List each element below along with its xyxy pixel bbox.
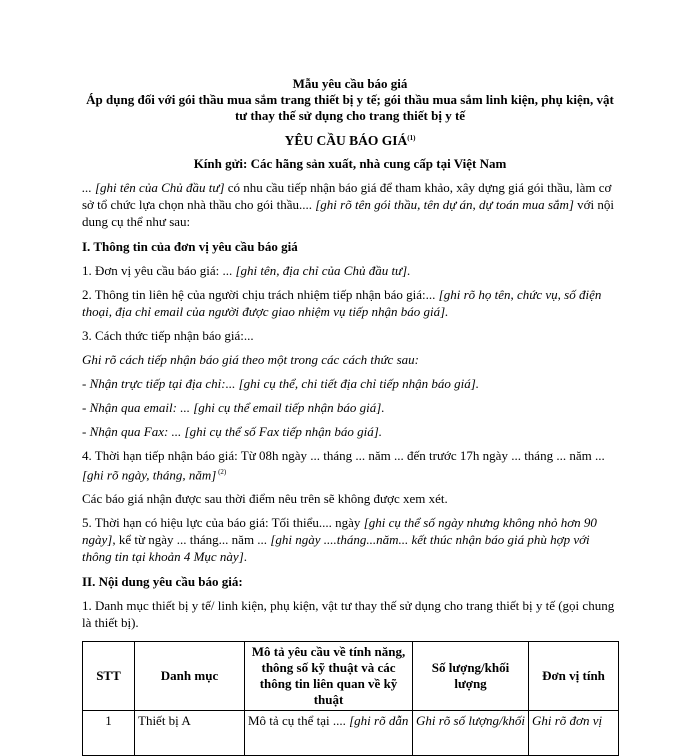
item-1-3-option: - Nhận trực tiếp tại địa chỉ:... [ghi cụ thể, chi tiết địa chỉ tiếp nhận báo giá]. (82, 376, 480, 391)
equipment-table (82, 641, 619, 756)
table-header-row (83, 642, 619, 711)
item-1-5 (82, 514, 618, 565)
item-text: [ghi rõ ngày, tháng, năm] (82, 467, 217, 483)
item-text: 5. Thời hạn có hiệu lực của báo giá: Tối thiểu.... ngày (82, 515, 364, 531)
addressee: Kính gửi: Các hãng sản xuất, nhà cung cấp tại Việt Nam (193, 156, 507, 171)
intro-part: [ghi rõ tên gói thầu, tên dự án, dự toán mua sắm] (315, 197, 574, 212)
item-1-3-option: - Nhận qua email: ... [ghi cụ thể email tiếp nhận báo giá]. (82, 400, 385, 415)
section-1-heading: I. Thông tin của đơn vị yêu cầu báo giá (82, 239, 298, 254)
section-2-heading: II. Nội dung yêu cầu báo giá: (82, 574, 243, 590)
footnote-mark: (2) (216, 468, 227, 476)
item-1-3: 3. Cách thức tiếp nhận báo giá:... (82, 328, 254, 343)
table-row (83, 711, 619, 756)
item-text: [ghi rõ họ tên, chức vụ, số điện thoại, địa chỉ email của người được giao nhiệm vụ tiếp nhận báo giá]. (82, 287, 602, 319)
cell-text: [ghi rõ dẫn (349, 713, 409, 729)
item-1-1 (82, 262, 618, 279)
item-1-3-option: - Nhận qua Fax: ... [ghi cụ thể số Fax tiếp nhận báo giá]. (82, 424, 383, 439)
item-1-4-after: Các báo giá nhận được sau thời điểm nêu trên sẽ không được xem xét. (82, 491, 448, 507)
header-category: Danh mục (135, 642, 245, 711)
item-2-1: 1. Danh mục thiết bị y tế/ linh kiện, phụ kiện, vật tư thay thế sử dụng cho trang thiết bị y tế (gọi chung là thiết bị). (82, 598, 615, 631)
heading-text: YÊU CẦU BÁO GIÁ (284, 133, 408, 148)
cell-quantity: Ghi rõ số lượng/khối (413, 711, 529, 756)
header-quantity: Số lượng/khối lượng (413, 642, 529, 711)
intro-part: ... [ghi tên của Chủ đầu tư] (82, 180, 225, 195)
header-stt: STT (83, 642, 135, 711)
intro-part: với nội dung cụ thể như sau: (82, 197, 615, 229)
cell-stt: 1 (83, 711, 135, 756)
header-description: Mô tả yêu cầu về tính năng, thông số kỹ thuật và các thông tin liên quan về kỹ thuật (245, 642, 413, 711)
item-text: 4. Thời hạn tiếp nhận báo giá: Từ 08h ngày ... tháng ... năm ... đến trước 17h ngày ... tháng ... năm ... (82, 448, 605, 463)
cell-category: Thiết bị A (135, 711, 245, 756)
item-1-4 (82, 447, 618, 483)
heading-footnote: (1) (407, 134, 416, 142)
document-page (82, 76, 618, 756)
intro-part: có nhu cầu tiếp nhận báo giá để tham khảo, xây dựng giá gói thầu, làm cơ sở tổ chức lựa chọn nhà thầu cho gói thầu.... (82, 180, 612, 212)
item-text: , kể từ ngày ... tháng... năm ... (112, 532, 271, 548)
item-text: 2. Thông tin liên hệ của người chịu trách nhiệm tiếp nhận báo giá:... (82, 287, 439, 302)
cell-unit: Ghi rõ đơn vị (529, 711, 619, 756)
document-subtitle: Áp dụng đối với gói thầu mua sắm trang thiết bị y tế; gói thầu mua sắm linh kiện, phụ kiện, vật tư thay thế sử dụng cho trang thiết bị y tế (86, 92, 614, 123)
item-1-3-note: Ghi rõ cách tiếp nhận báo giá theo một trong các cách thức sau: (82, 352, 419, 367)
cell-description (245, 711, 413, 756)
item-text: 1. Đơn vị yêu cầu báo giá: ... (82, 263, 236, 278)
document-title: Mẫu yêu cầu báo giá (292, 76, 408, 91)
cell-text: Mô tả cụ thể tại .... (248, 713, 350, 729)
item-text: . (243, 549, 248, 565)
document-heading (82, 130, 618, 149)
item-text: [ghi tên, địa chỉ của Chủ đầu tư]. (235, 263, 411, 278)
header-unit: Đơn vị tính (529, 642, 619, 711)
item-text: [ghi ngày ....tháng...năm... kết thúc nhận báo giá phù hợp với thông tin tại khoản 4 Mục này] (82, 532, 590, 565)
item-1-2 (82, 286, 618, 320)
item-text: [ghi cụ thể số ngày nhưng không nhỏ hơn 90 ngày] (82, 515, 597, 548)
intro-paragraph (82, 179, 618, 230)
